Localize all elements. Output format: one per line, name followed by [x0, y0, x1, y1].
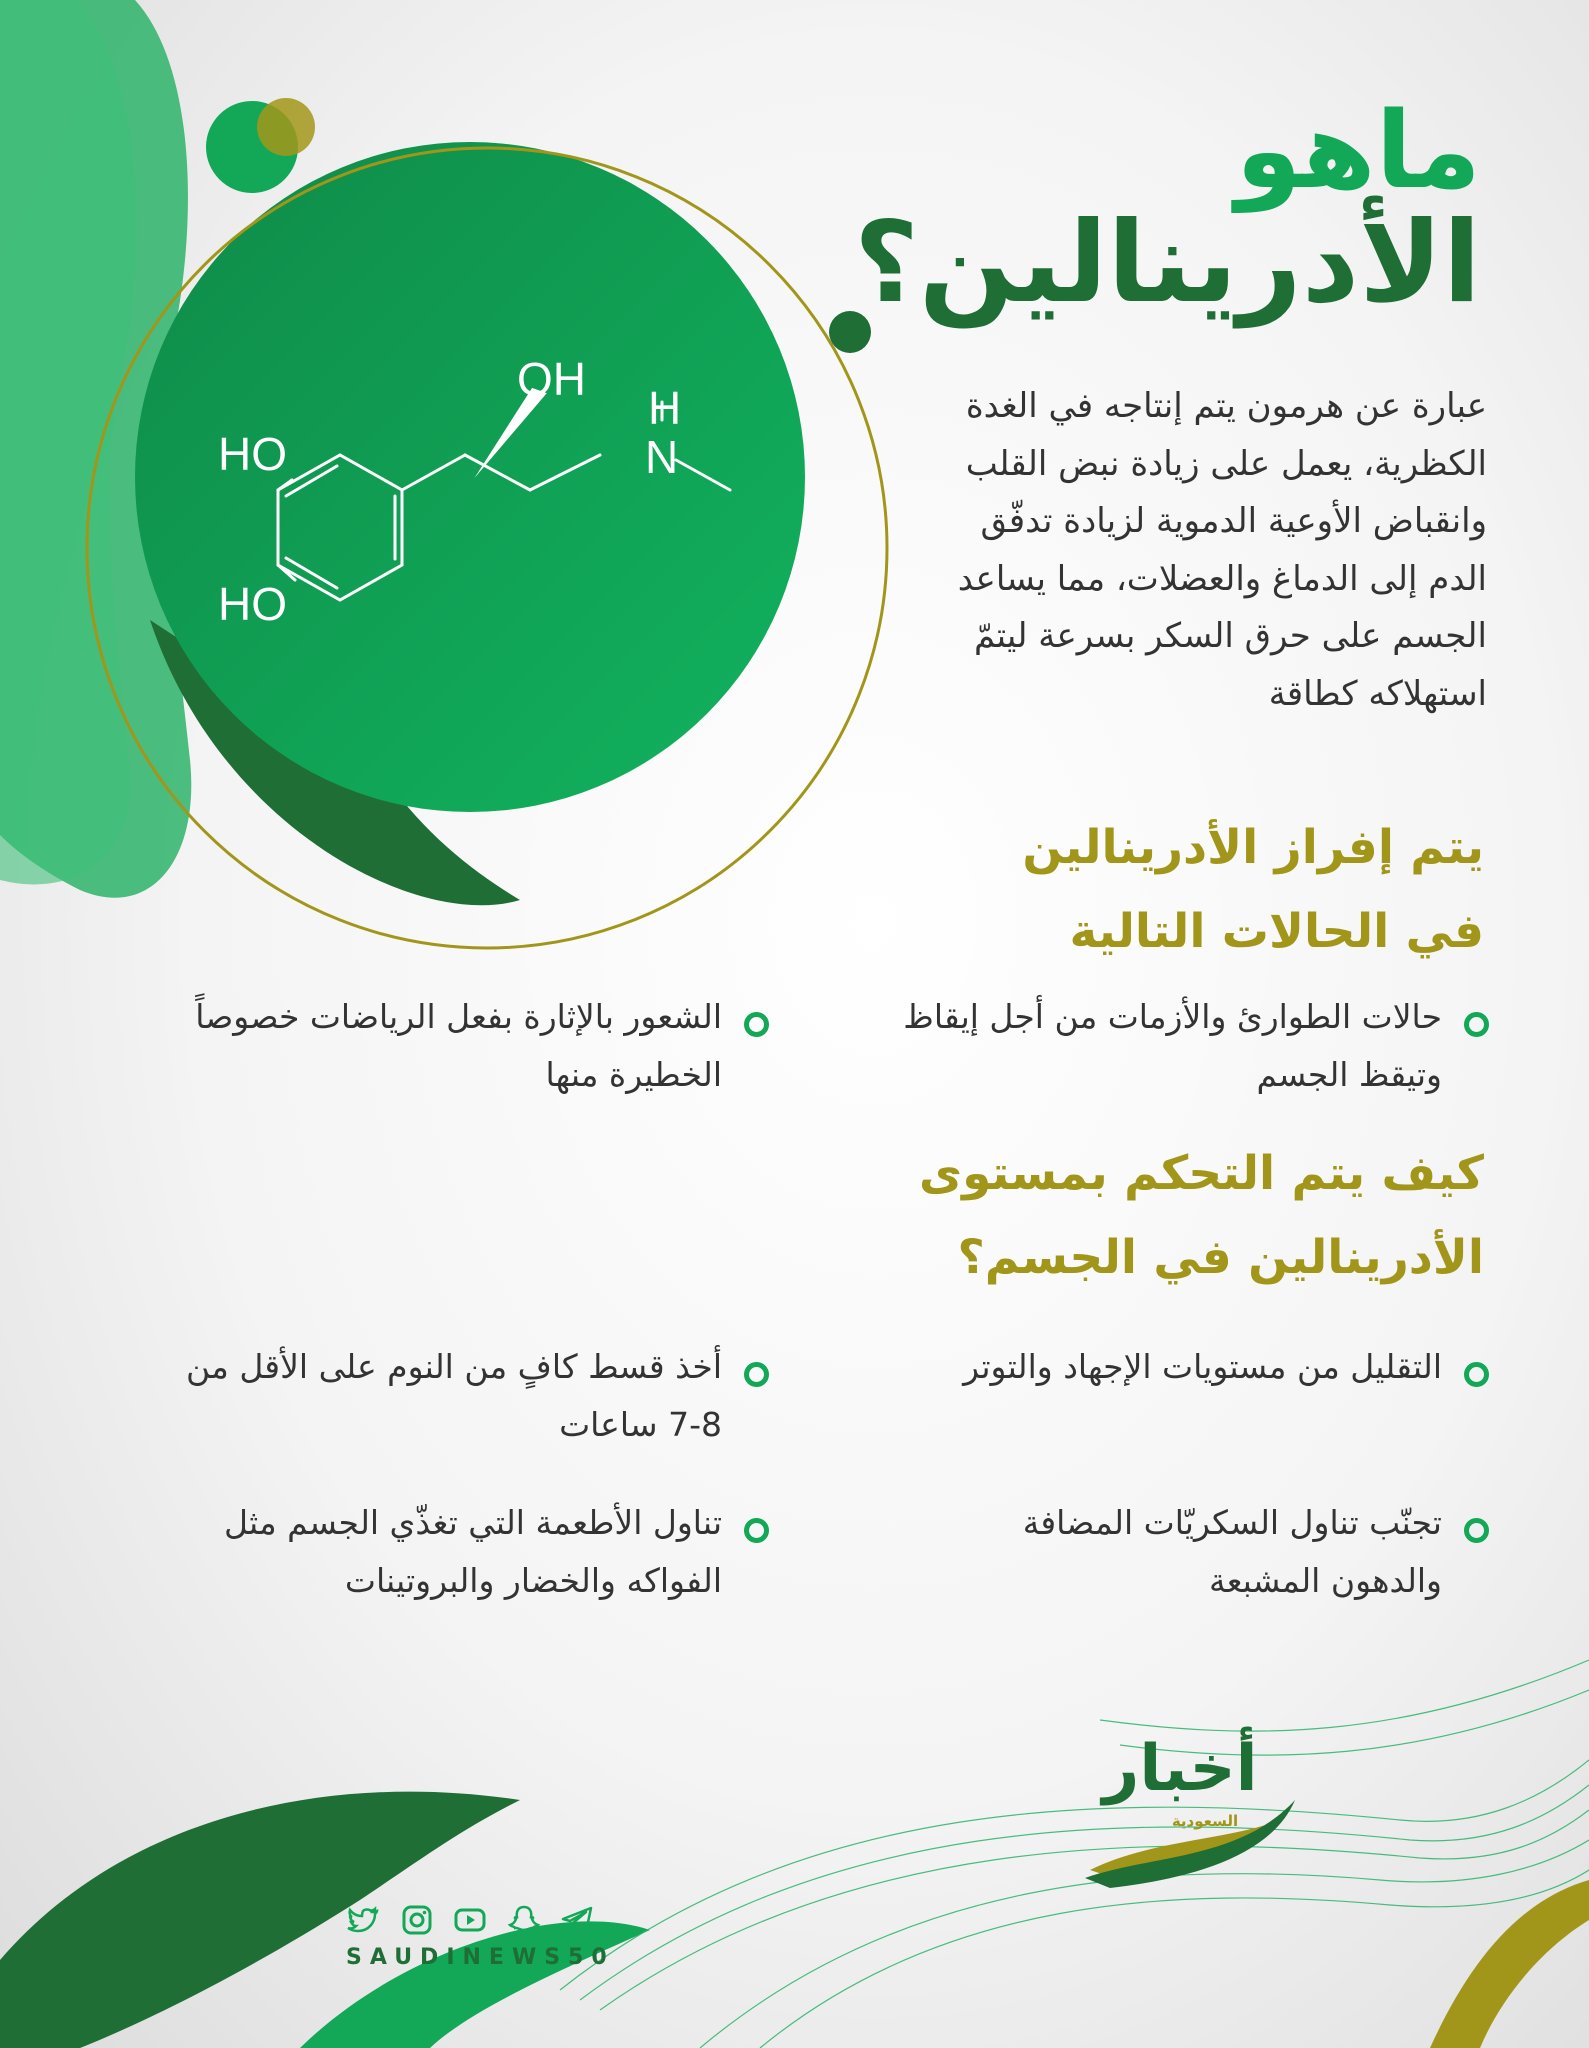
bullet-circle-icon	[744, 1518, 769, 1543]
logo-subtitle: السعودية	[1171, 1812, 1239, 1830]
bullet-circle-icon	[744, 1012, 769, 1037]
molecule-label-oh: OH	[517, 353, 586, 405]
bottom-right-gold-wave	[1430, 1880, 1589, 2048]
bullet-circle-icon	[1464, 1518, 1489, 1543]
section1-heading-line1: يتم إفراز الأدرينالين	[1022, 820, 1484, 875]
telegram-icon[interactable]	[559, 1902, 595, 1938]
twitter-icon[interactable]	[345, 1902, 381, 1938]
list-item-text: تناول الأطعمة التي تغذّي الجسم مثل الفواكه والخضار والبروتينات	[224, 1503, 722, 1600]
list-item-text: أخذ قسط كافٍ من النوم على الأقل من 8-7 ساعات	[186, 1347, 722, 1444]
list-item-text: حالات الطوارئ والأزمات من أجل إيقاظ وتيقظ الجسم	[903, 997, 1442, 1094]
molecule-label-h: H	[648, 382, 682, 434]
list-item-text: الشعور بالإثارة بفعل الرياضات خصوصاً الخطيرة منها	[195, 997, 722, 1094]
list-item	[152, 1338, 769, 1454]
instagram-icon[interactable]	[399, 1902, 435, 1938]
molecule-label-n: N	[645, 431, 679, 483]
section2-heading-line1: كيف يتم التحكم بمستوى	[919, 1146, 1484, 1201]
list-item	[122, 1494, 769, 1610]
list-item	[922, 1494, 1489, 1610]
list-item-text: التقليل من مستويات الإجهاد والتوتر	[963, 1347, 1442, 1386]
bullet-circle-icon	[744, 1362, 769, 1387]
page-title-line2: الأدرينالين؟	[853, 198, 1481, 328]
section1-heading-line2: في الحالات التالية	[1069, 904, 1484, 959]
gold-dot-small	[257, 98, 315, 156]
bullet-circle-icon	[1464, 1012, 1489, 1037]
bottom-left-light-wave	[300, 1921, 650, 2048]
intro-paragraph: عبارة عن هرمون يتم إنتاجه في الغدة الكظرية، يعمل على زيادة نبض القلب وانقباض الأوعية الدموية لزيادة تدفّق الدم إلى الدماغ والعضلات، مما يساعد الجسم على حرق السكر بسرعة ليتمّ استهلاكه كطاقة	[957, 386, 1487, 714]
section2-heading-line2: الأدرينالين في الجسم؟	[957, 1230, 1484, 1285]
list-item-text: تجنّب تناول السكريّات المضافة والدهون المشبعة	[1022, 1503, 1442, 1600]
bullet-circle-icon	[1464, 1362, 1489, 1387]
list-item	[882, 988, 1489, 1104]
social-icons-row	[345, 1900, 595, 1940]
bottom-line-waves	[560, 1660, 1589, 2048]
section1-heading	[724, 806, 1484, 974]
section2-heading	[724, 1132, 1484, 1300]
brand-handle: SAUDINEWS50	[346, 1945, 615, 1970]
logo-wordmark: أخبار	[1102, 1732, 1258, 1806]
molecule-label-ho-bottom: HO	[218, 578, 287, 630]
list-item	[882, 1338, 1489, 1396]
list-item	[122, 988, 769, 1104]
page-title-line1: ماهو	[1235, 89, 1481, 212]
youtube-icon[interactable]	[452, 1902, 488, 1938]
molecule-label-ho-top: HO	[218, 428, 287, 480]
snapchat-icon[interactable]	[506, 1902, 542, 1938]
